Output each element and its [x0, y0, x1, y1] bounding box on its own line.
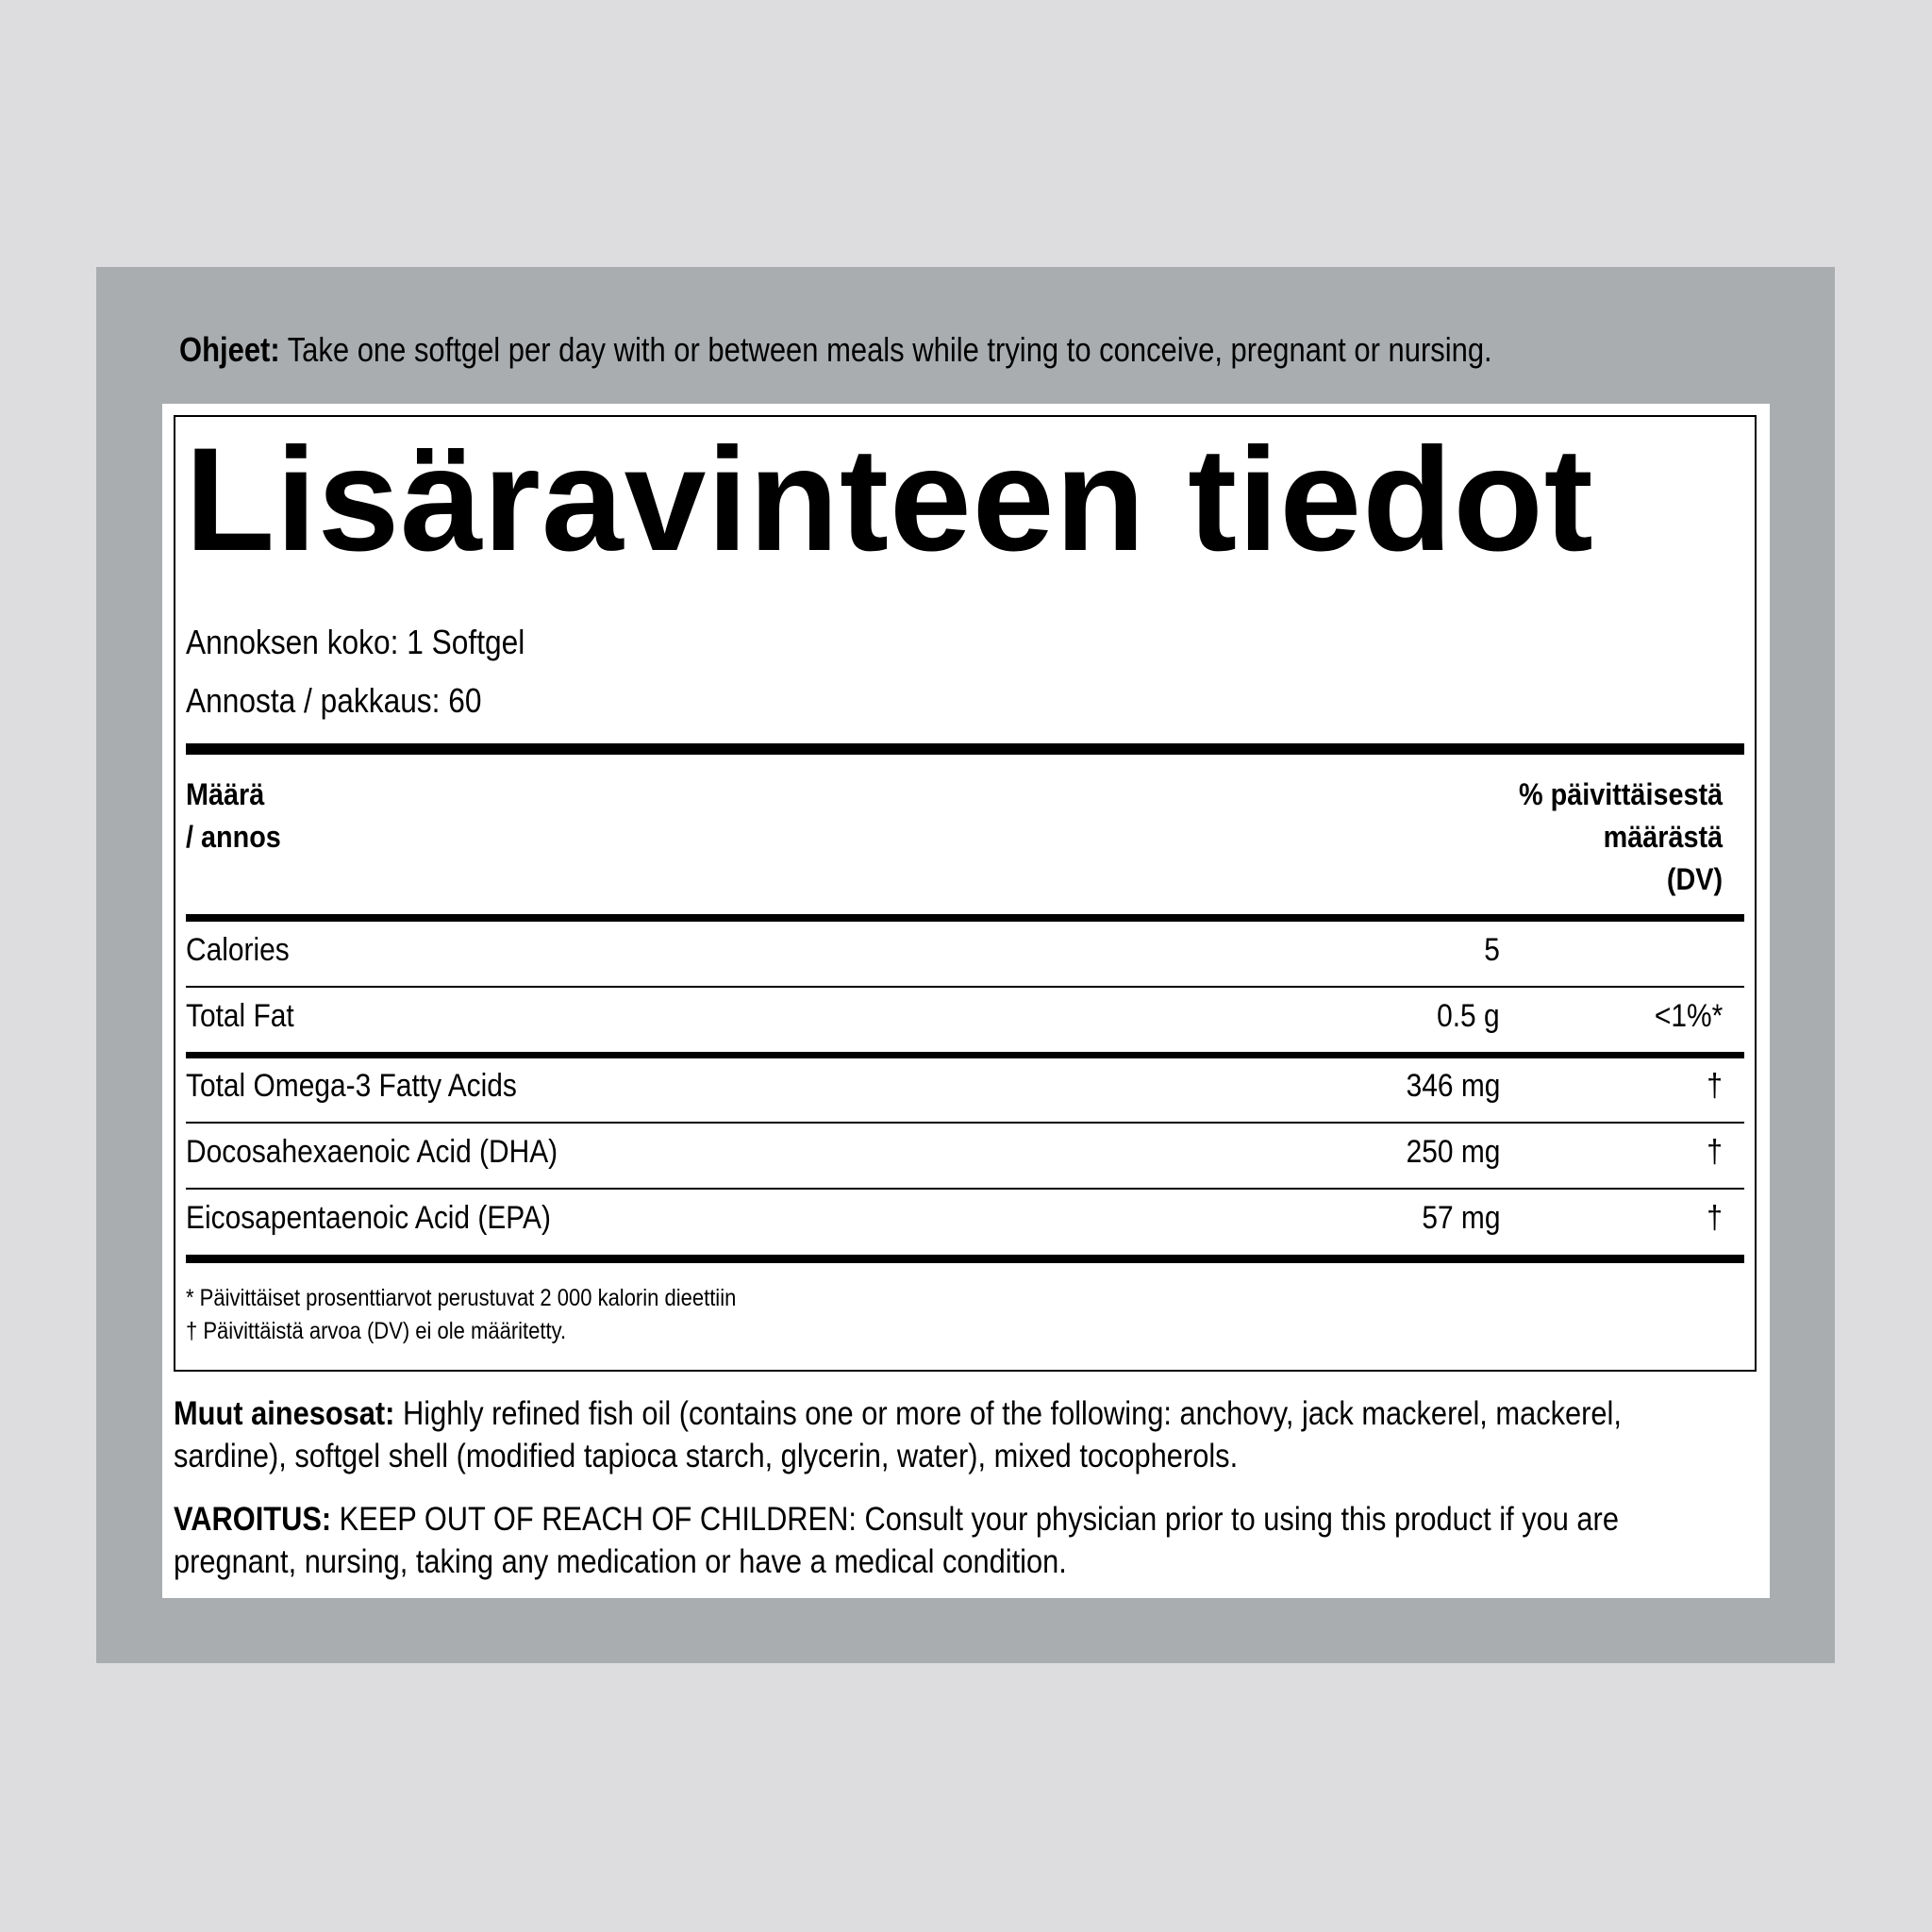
header-left-line-2: / annos — [186, 820, 281, 854]
directions-body: Take one softgel per day with or between meals while trying to conceive, pregnant or nursing. — [279, 330, 1492, 369]
header-right-line-3: (DV) — [1666, 862, 1723, 896]
row-divider — [186, 1188, 1744, 1190]
nutrient-daily-value: † — [1707, 1068, 1723, 1104]
nutrient-daily-value: † — [1707, 1200, 1723, 1236]
warning — [174, 1498, 1692, 1583]
servings-per-container: Annosta / pakkaus: 60 — [186, 681, 482, 720]
warning-text: KEEP OUT OF REACH OF CHILDREN: Consult your physician prior to using this product if you are pregnant, nursing, taking any medication or have a medical condition. — [174, 1501, 1619, 1580]
row-divider — [186, 986, 1744, 988]
other-ingredients-text: Highly refined fish oil (contains one or more of the following: anchovy, jack mackerel, mackerel, sardine), softgel shell (modified tapioca starch, glycerin, water), mixed tocopherols. — [174, 1395, 1622, 1474]
row-divider — [186, 1122, 1744, 1124]
serving-size: Annoksen koko: 1 Softgel — [186, 623, 525, 661]
warning-label: VAROITUS: — [174, 1501, 332, 1538]
nutrient-name: Docosahexaenoic Acid (DHA) — [186, 1134, 558, 1170]
thick-divider — [186, 743, 1744, 755]
other-ingredients-label: Muut ainesosat: — [174, 1395, 395, 1432]
directions-text — [179, 330, 1492, 370]
daily-value-header — [1519, 774, 1723, 901]
nutrient-amount: 250 mg — [1406, 1134, 1500, 1170]
nutrient-amount: 57 mg — [1421, 1200, 1500, 1236]
directions-label: Ohjeet: — [179, 330, 280, 369]
supplement-facts-title: Lisäravinteen tiedot — [185, 418, 1594, 582]
nutrient-name: Total Omega-3 Fatty Acids — [186, 1068, 517, 1104]
header-right-line-2: määrästä — [1603, 820, 1723, 854]
nutrient-name: Eicosapentaenoic Acid (EPA) — [186, 1200, 551, 1236]
footnote-no-dv: † Päivittäistä arvoa (DV) ei ole määritetty. — [186, 1318, 567, 1344]
nutrient-daily-value: <1%* — [1654, 998, 1723, 1034]
header-right-line-1: % päivittäisestä — [1518, 777, 1723, 811]
medium-divider — [186, 914, 1744, 922]
amount-per-serving-header — [186, 774, 281, 858]
nutrient-name: Total Fat — [186, 998, 294, 1034]
nutrient-amount: 0.5 g — [1437, 998, 1500, 1034]
nutrient-amount: 346 mg — [1406, 1068, 1500, 1104]
medium-divider — [186, 1052, 1744, 1058]
footnote-daily-values: * Päivittäiset prosenttiarvot perustuvat 2 000 kalorin dieettiin — [186, 1285, 737, 1311]
nutrient-daily-value: † — [1707, 1134, 1723, 1170]
nutrient-name: Calories — [186, 932, 290, 968]
other-ingredients — [174, 1392, 1692, 1477]
header-left-line-1: Määrä — [186, 777, 265, 811]
thick-divider — [186, 1255, 1744, 1263]
nutrient-amount: 5 — [1484, 932, 1500, 968]
